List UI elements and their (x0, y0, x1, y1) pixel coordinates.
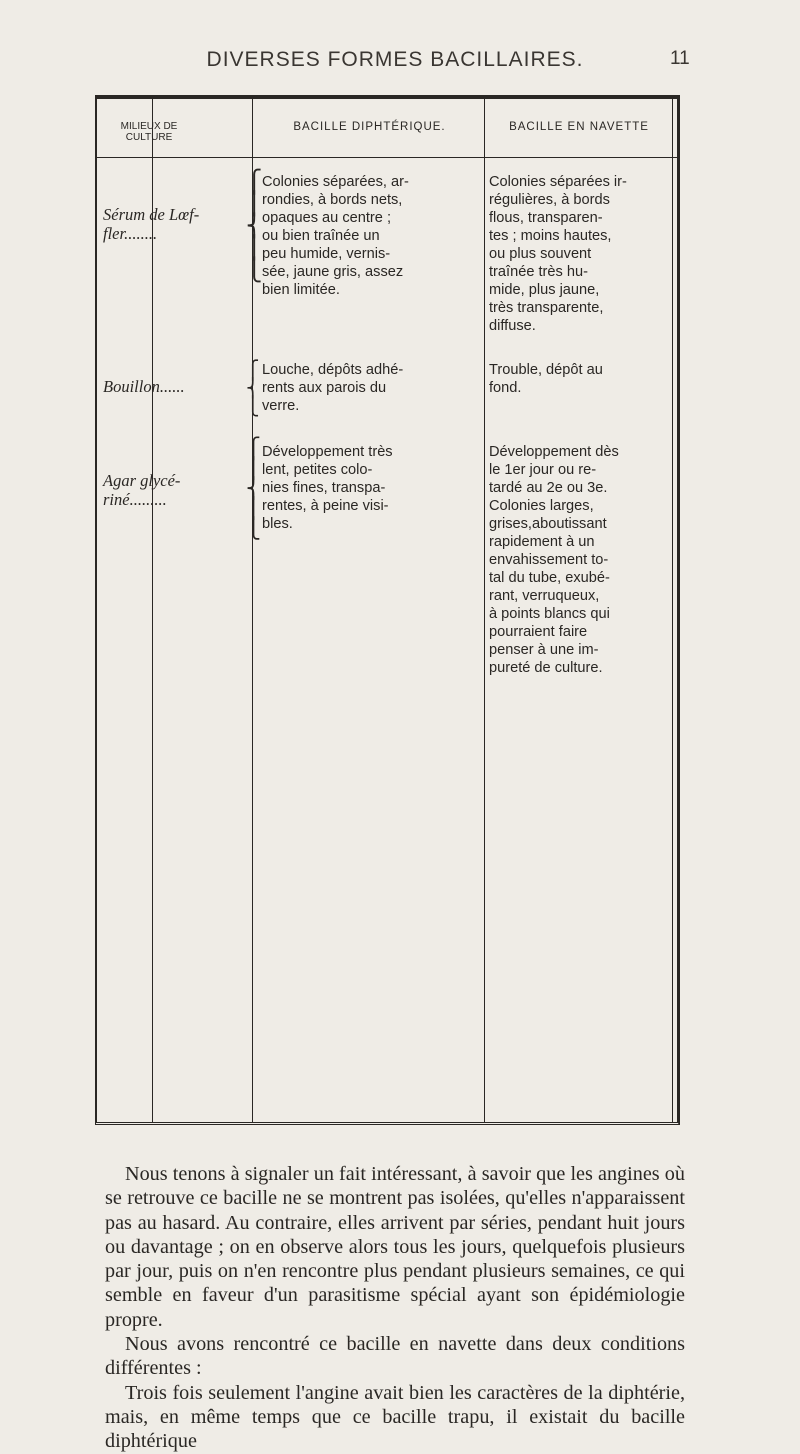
brace: ⎧ ⎨ ⎩ (246, 360, 260, 416)
paragraph: Nous tenons à signaler un fait intéressant, à savoir que les angines où se retrouve ce bacille ne se montrent pas isolées, qu'elles n'apparaissent pas au hasard. Au contraire, elles arrivent par séries, pendant huit jours ou davantage ; on en observe alors tous les jours, quelquefois plusieurs par jour, puis on n'en rencontre plus pendant plusieurs semaines, ce qui semble en faveur d'un parasitisme spécial ayant son épidémiologie propre. (105, 1163, 685, 1331)
navette-serum: Colonies séparées ir- régulières, à bords flous, transparen- tes ; moins hautes, ou plus souvent traînée très hu- mide, plus jaune, très transparente, diffuse. (489, 174, 627, 334)
body-text (105, 1162, 685, 1454)
header-diphtheria: BACILLE DIPHTÉRIQUE. (293, 121, 446, 133)
culture-comparison-table (95, 95, 680, 1125)
column-divider (152, 99, 153, 1122)
column-divider (484, 99, 485, 1122)
medium-serum: Sérum de Lœf- fler........ (103, 205, 200, 243)
navette-bouillon: Trouble, dépôt au fond. (489, 362, 603, 396)
paragraph: Nous avons rencontré ce bacille en navette dans deux conditions différentes : (105, 1333, 685, 1380)
header-medium: MILIEUX DE CULTURE (120, 121, 178, 143)
paragraph: Trois fois seulement l'angine avait bien les caractères de la diphtérie, mais, en même temps que ce bacille trapu, il existait du bacille diphtérique (105, 1381, 685, 1453)
header-navette: BACILLE EN NAVETTE (509, 121, 649, 133)
diphtheria-bouillon: Louche, dépôts adhé- rents aux parois du verre. (262, 362, 404, 414)
medium-agar: Agar glycé- riné......... (103, 471, 181, 509)
brace: ⎧ ⎪ ⎨ ⎪ ⎩ (246, 169, 263, 282)
header-rule (97, 157, 677, 158)
diphtheria-serum: Colonies séparées, ar- rondies, à bords nets, opaques au centre ; ou bien traînée un peu humide, vernis- sée, jaune gris, assez bien limitée. (262, 174, 409, 298)
diphtheria-agar: Développement très lent, petites colo- nies fines, transpa- rentes, à peine visi- bles. (262, 444, 393, 532)
running-head (0, 48, 800, 78)
running-title: DIVERSES FORMES BACILLAIRES. (206, 48, 584, 71)
page-number: 11 (670, 48, 690, 69)
medium-bouillon: Bouillon...... (103, 377, 185, 396)
navette-agar: Développement dès le 1er jour ou re- tardé au 2e ou 3e. Colonies larges, grises,aboutissant rapidement à un envahissement to- tal du tube, exubé- rant, verruqueux, à points blancs qui pourraient faire penser à une im- pureté de culture. (489, 444, 619, 676)
brace: ⎧ ⎪ ⎨ ⎪ ⎩ (246, 438, 261, 540)
column-divider (672, 99, 673, 1122)
